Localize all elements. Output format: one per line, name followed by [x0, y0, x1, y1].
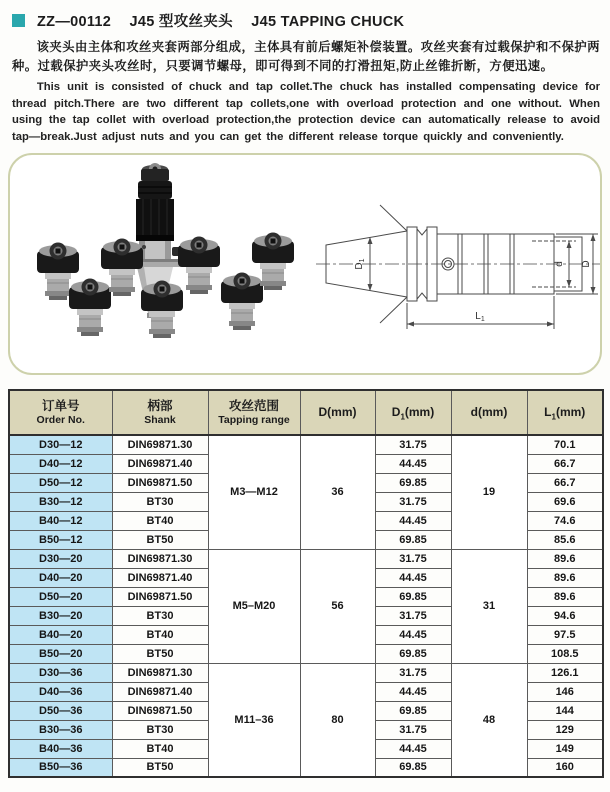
D1-cell: 44.45	[375, 682, 451, 701]
tapping-range-cell: M5–M20	[208, 549, 300, 663]
D1-cell: 31.75	[375, 663, 451, 682]
D1-cell: 44.45	[375, 454, 451, 473]
shank-cell: DIN69871.40	[112, 454, 208, 473]
order-no-cell: D50—20	[9, 587, 112, 606]
D1-cell: 69.85	[375, 644, 451, 663]
col-header-order-no	[9, 390, 112, 435]
D1-cell: 31.75	[375, 435, 451, 454]
L1-cell: 89.6	[527, 568, 603, 587]
L1-cell: 69.6	[527, 492, 603, 511]
L1-cell: 94.6	[527, 606, 603, 625]
D1-cell: 31.75	[375, 549, 451, 568]
page-header	[0, 0, 610, 145]
col-header-L1: $L_1(mm)$	[527, 390, 603, 435]
spec-table-head	[9, 390, 603, 435]
header-row	[9, 390, 603, 435]
order-no-cell: D40—12	[9, 454, 112, 473]
L1-cell: 97.5	[527, 625, 603, 644]
shank-cell: BT30	[112, 492, 208, 511]
D1-cell: 31.75	[375, 720, 451, 739]
col-header-shank-en: Shank	[144, 413, 176, 426]
intro-paragraph-en: This unit is consisted of chuck and tap collet.The chuck has installed compensating device for thread pitch.There are two different tap collets,one with overload protection and one without. When using the tap collet with overload protection,the protection device can automatically release to avoid tap—break.Just adjust nuts and you can get the different release torque quickly and conveniently.	[12, 81, 600, 143]
shank-cell: DIN69871.30	[112, 549, 208, 568]
order-no-cell: D40—20	[9, 568, 112, 587]
D1-cell: 69.85	[375, 587, 451, 606]
product-code: ZZ—00112	[37, 14, 112, 30]
L1-cell: 74.6	[527, 511, 603, 530]
L1-cell: 89.6	[527, 587, 603, 606]
D1-cell: 69.85	[375, 758, 451, 777]
order-no-cell: D50—12	[9, 473, 112, 492]
shank-cell: BT50	[112, 644, 208, 663]
shank-cell: BT40	[112, 739, 208, 758]
shank-cell: DIN69871.50	[112, 587, 208, 606]
spec-table-body	[9, 435, 603, 777]
D1-cell: 44.45	[375, 625, 451, 644]
section-bullet-icon	[12, 14, 25, 27]
shank-cell: BT40	[112, 625, 208, 644]
D-cell: 56	[300, 549, 375, 663]
order-no-cell: B40—20	[9, 625, 112, 644]
order-no-cell: B50—20	[9, 644, 112, 663]
tap-collet	[69, 279, 111, 337]
product-title-cn: J45 型攻丝夹头	[129, 14, 233, 30]
order-no-cell: D40—36	[9, 682, 112, 701]
dim-label-L1: $L_1$	[475, 311, 485, 323]
order-no-cell: D30—12	[9, 435, 112, 454]
L1-cell: 108.5	[527, 644, 603, 663]
col-header-shank-cn: 柄部	[147, 398, 173, 413]
d-cell: 19	[451, 435, 527, 549]
order-no-cell: D30—20	[9, 549, 112, 568]
shank-cell: DIN69871.50	[112, 473, 208, 492]
D1-cell: 69.85	[375, 473, 451, 492]
col-header-range-cn: 攻丝范围	[228, 398, 279, 413]
spec-table	[8, 389, 604, 778]
L1-cell: 85.6	[527, 530, 603, 549]
shank-cell: BT50	[112, 530, 208, 549]
shank-cell: DIN69871.50	[112, 701, 208, 720]
intro-paragraph-cn: 该夹头由主体和攻丝夹套两部分组成，主体具有前后螺矩补偿装置。攻丝夹套有过载保护和不保护两种。过载保护夹头攻丝时，只要调节螺母，即可得到不同的打滑扭矩,防止丝锥折断，方便迅速。	[12, 40, 600, 73]
table-row	[9, 549, 603, 568]
D1-cell: 44.45	[375, 568, 451, 587]
col-header-tapping-range	[208, 390, 300, 435]
col-header-D: D(mm)	[300, 390, 375, 435]
shank-cell: DIN69871.40	[112, 682, 208, 701]
tap-collet	[221, 273, 263, 331]
tapping-range-cell: M11–36	[208, 663, 300, 777]
order-no-cell: B30—20	[9, 606, 112, 625]
d-cell: 48	[451, 663, 527, 777]
order-no-cell: D50—36	[9, 701, 112, 720]
product-image-panel	[8, 153, 602, 375]
dim-label-D: D	[581, 260, 592, 268]
col-header-d: d(mm)	[451, 390, 527, 435]
shank-cell: BT30	[112, 606, 208, 625]
L1-cell: 160	[527, 758, 603, 777]
product-title-en: J45 TAPPING CHUCK	[251, 14, 405, 30]
product-photo-svg	[10, 155, 312, 373]
D1-cell: 44.45	[375, 511, 451, 530]
L1-cell: 66.7	[527, 473, 603, 492]
D1-cell: 31.75	[375, 492, 451, 511]
D1-cell: 69.85	[375, 701, 451, 720]
order-no-cell: B30—36	[9, 720, 112, 739]
col-header-shank	[112, 390, 208, 435]
L1-cell: 144	[527, 701, 603, 720]
D-cell: 80	[300, 663, 375, 777]
tap-collet	[178, 237, 220, 295]
shank-cell: DIN69871.30	[112, 663, 208, 682]
dim-label-D1: $D_1$	[354, 258, 366, 270]
order-no-cell: B50—36	[9, 758, 112, 777]
L1-cell: 126.1	[527, 663, 603, 682]
tech-diagram	[312, 155, 602, 373]
D1-cell: 31.75	[375, 606, 451, 625]
shank-cell: DIN69871.40	[112, 568, 208, 587]
shank-cell: BT40	[112, 511, 208, 530]
col-header-order-cn: 订单号	[41, 398, 80, 413]
D1-cell: 69.85	[375, 530, 451, 549]
tech-diagram-svg	[312, 155, 602, 373]
order-no-cell: B40—36	[9, 739, 112, 758]
col-header-order-en: Order No.	[36, 413, 85, 426]
order-no-cell: B40—12	[9, 511, 112, 530]
D-cell: 36	[300, 435, 375, 549]
shank-cell: BT50	[112, 758, 208, 777]
L1-cell: 70.1	[527, 435, 603, 454]
d-cell: 31	[451, 549, 527, 663]
table-row	[9, 663, 603, 682]
dim-label-d: d	[554, 261, 565, 267]
product-photo	[10, 155, 312, 373]
tap-collet	[141, 281, 183, 339]
L1-cell: 149	[527, 739, 603, 758]
table-row	[9, 435, 603, 454]
col-header-D1: $D_1(mm)$	[375, 390, 451, 435]
col-header-range-en: Tapping range	[218, 413, 290, 426]
shank-cell: DIN69871.30	[112, 435, 208, 454]
L1-cell: 146	[527, 682, 603, 701]
section-title-row	[12, 10, 600, 31]
L1-cell: 89.6	[527, 549, 603, 568]
tapping-range-cell: M3—M12	[208, 435, 300, 549]
L1-cell: 66.7	[527, 454, 603, 473]
order-no-cell: B50—12	[9, 530, 112, 549]
page-title	[37, 10, 418, 31]
order-no-cell: D30—36	[9, 663, 112, 682]
shank-cell: BT30	[112, 720, 208, 739]
L1-cell: 129	[527, 720, 603, 739]
D1-cell: 44.45	[375, 739, 451, 758]
order-no-cell: B30—12	[9, 492, 112, 511]
